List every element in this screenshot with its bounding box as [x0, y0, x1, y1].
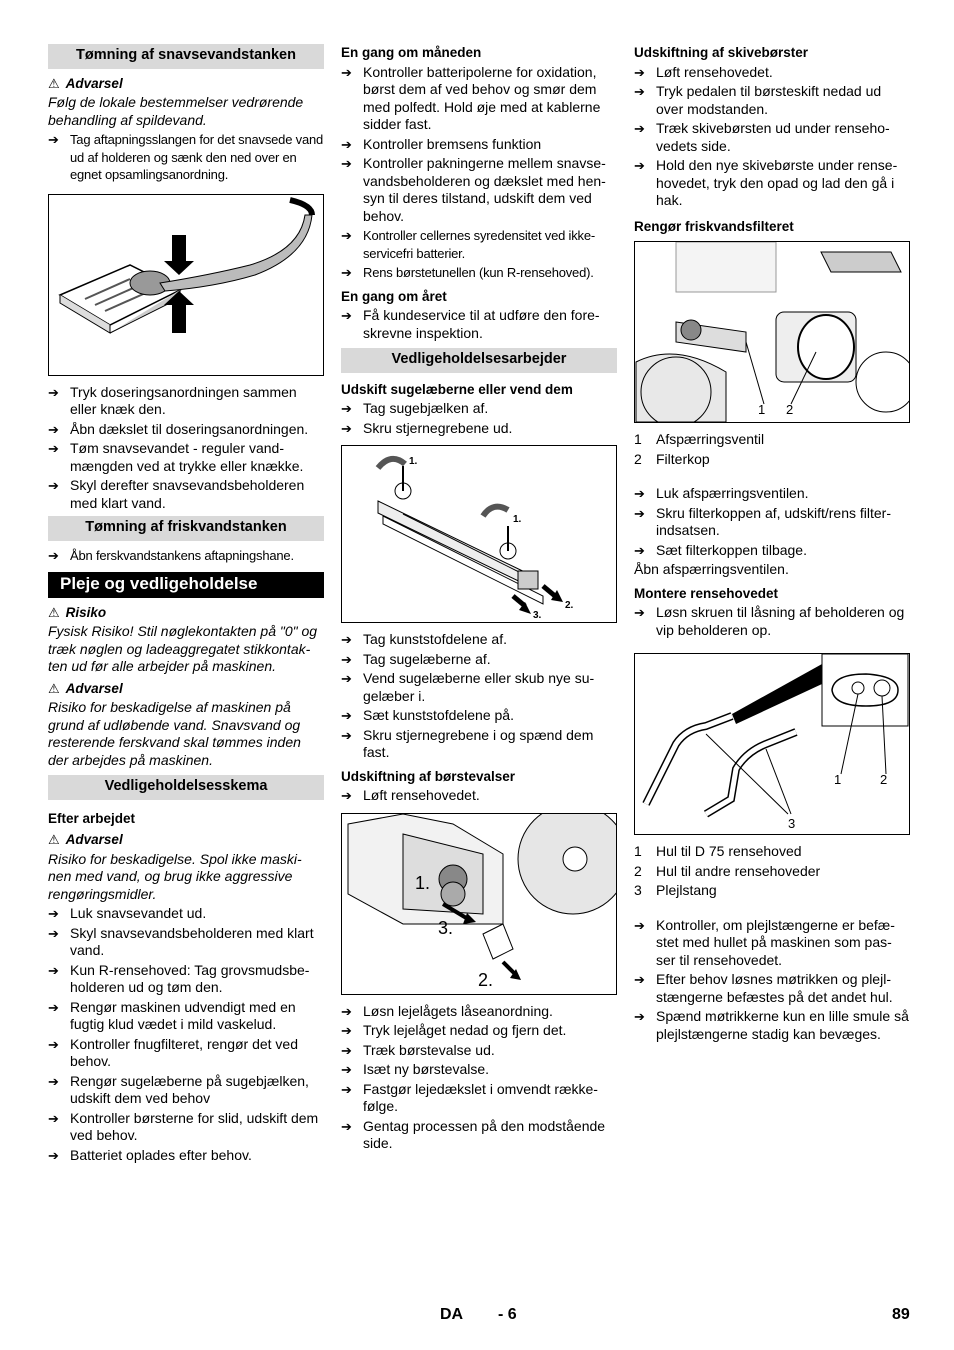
- arrow-icon: ➔: [634, 1009, 645, 1024]
- arrow-icon: ➔: [48, 962, 59, 978]
- warning-text: Risiko for beskadigelse af maskinen på grund af udløbende vand. Snavsvand og resterende ferskvand skal tømmes inden der arbejdes på maskinen.: [48, 699, 301, 768]
- arrow-icon: ➔: [48, 441, 59, 456]
- list-item: ➔ Kontroller batteripolerne for oxidation, børst dem af ved behov og smør dem med polfedt. Hold øje med at kablerne sidder fast.: [341, 63, 601, 132]
- list-item: ➔ Tag kunststofdelene af.: [341, 631, 507, 647]
- list-item: ➔ Batteriet oplades efter behov.: [48, 1146, 252, 1163]
- list-item: ➔ Tryk lejelåget nedad og fjern det.: [341, 1022, 567, 1038]
- filter-after-text: Åbn afspærringsventilen.: [634, 561, 789, 577]
- list-item: ➔ Løsn skruen til låsning af beholderen og vip beholderen op.: [634, 604, 905, 638]
- arrow-icon: ➔: [341, 420, 352, 436]
- list-item: ➔ Løft rensehovedet.: [634, 63, 773, 80]
- filter-illustration: [635, 242, 909, 422]
- arrow-icon: ➔: [341, 64, 352, 80]
- arrow-icon: ➔: [341, 1003, 352, 1019]
- list-item: ➔ Åbn dækslet til doseringsanordningen.: [48, 420, 309, 437]
- arrow-icon: ➔: [48, 132, 59, 147]
- subheading-suction-lips: Udskift sugelæberne eller vend dem: [341, 381, 573, 397]
- arrow-icon: ➔: [341, 136, 352, 152]
- arrow-icon: ➔: [48, 478, 59, 493]
- waste-steps: [48, 384, 324, 513]
- list-item: ➔ Isæt ny børstevalse.: [341, 1061, 490, 1077]
- fig-label: 2.: [478, 969, 494, 990]
- arrow-icon: ➔: [634, 505, 645, 521]
- arrow-icon: ➔: [48, 421, 59, 437]
- subheading-brush-rollers: Udskiftning af børstevalser: [341, 768, 516, 784]
- figure-suction-bar: [341, 445, 617, 623]
- list-item: ➔ Tag sugelæberne af.: [341, 650, 491, 667]
- disc-steps: [634, 64, 910, 210]
- legend-item: 3 Plejlstang: [634, 882, 717, 898]
- arrow-icon: ➔: [341, 1023, 352, 1038]
- list-item: ➔ Luk snavsevandet ud.: [48, 905, 207, 921]
- list-item: ➔ Få kundeservice til at udføre den fore-skrevne inspektion.: [341, 307, 600, 341]
- list-item: ➔ Sæt kunststofdelene på.: [341, 707, 514, 723]
- after-work-steps: [48, 905, 324, 1164]
- list-item: ➔ Løft rensehovedet.: [341, 787, 480, 803]
- fig-label: 1.: [409, 456, 418, 467]
- section-title-care: Pleje og vedligeholdelse: [48, 572, 324, 598]
- list-item: ➔ Luk afspærringsventilen.: [634, 485, 809, 501]
- legend-item: 2 Hul til andre rensehoveder: [634, 862, 821, 879]
- fig-label: 2.: [565, 600, 574, 611]
- arrow-icon: ➔: [48, 1110, 59, 1126]
- arrow-icon: ➔: [341, 671, 352, 686]
- list-item: ➔ Rens børstetunellen (kun R-rensehoved).: [341, 265, 594, 280]
- mount-legend: [634, 843, 910, 900]
- arrow-icon: ➔: [634, 121, 645, 136]
- suction-bar-illustration: [342, 446, 616, 622]
- arrow-icon: ➔: [341, 1118, 352, 1134]
- list-item: ➔ Kontroller bremsens funktion: [341, 135, 542, 152]
- arrow-icon: ➔: [341, 788, 352, 803]
- list-item: ➔ Spænd møtrikkerne kun en lille smule så plejlstængerne stadig kan bevæges.: [634, 1008, 909, 1042]
- subheading-after-work: Efter arbejdet: [48, 810, 136, 826]
- risk-label: ⚠ Risiko: [48, 604, 107, 620]
- mount-steps: [634, 917, 910, 1044]
- warning-label: ⚠ Advarsel: [48, 832, 123, 847]
- warning-text: Risiko for beskadigelse. Spol ikke maski-nen med vand, og brug ikke aggressive rengøringsmidler.: [48, 850, 302, 902]
- list-item: ➔ Kontroller børsterne for slid, udskift dem ved behov.: [48, 1109, 319, 1143]
- list-item: ➔ Tryk doseringsanordningen sammen eller knæk den.: [48, 383, 297, 417]
- list-item: ➔ Løsn lejelågets låseanordning.: [341, 1002, 553, 1019]
- warning-label: ⚠ Advarsel: [48, 75, 123, 91]
- arrow-icon: ➔: [634, 158, 645, 173]
- legend-item: 2 Filterkop: [634, 450, 710, 467]
- fig-label: 2: [786, 402, 794, 417]
- fig-label: 3.: [438, 917, 454, 938]
- lips-steps: [341, 631, 617, 762]
- arrow-icon: ➔: [48, 999, 59, 1015]
- list-item: ➔ Skyl derefter snavsevandsbeholderen med klart vand.: [48, 477, 305, 511]
- arrow-icon: ➔: [634, 486, 645, 501]
- fig-label: 1: [758, 402, 766, 417]
- warning-triangle-icon: ⚠: [48, 75, 60, 91]
- arrow-icon: ➔: [341, 401, 352, 416]
- list-item: ➔ Fastgør lejedækslet i omvendt række-følge.: [341, 1080, 598, 1114]
- arrow-icon: ➔: [48, 1036, 59, 1052]
- list-item: ➔ Åbn ferskvandstankens aftapningshane.: [48, 547, 294, 563]
- subheading-yearly: En gang om året: [341, 288, 447, 304]
- fig-label: 1: [834, 772, 842, 787]
- list-item: ➔ Skru filterkoppen af, udskift/rens filter-indsatsen.: [634, 504, 891, 538]
- list-item: ➔ Kun R-rensehoved: Tag grovsmudsbe-holderen ud og tøm den.: [48, 961, 310, 995]
- arrow-icon: ➔: [341, 632, 352, 647]
- list-item: ➔ Skru stjernegrebene ud.: [341, 419, 513, 436]
- arrow-icon: ➔: [341, 156, 352, 171]
- list-item: ➔ Tøm snavsevandet - reguler vand-mængden ved at trykke eller knække.: [48, 440, 304, 474]
- list-item: ➔ Tryk pedalen til børsteskift nedad ud over modstanden.: [634, 83, 882, 117]
- arrow-icon: ➔: [341, 727, 352, 743]
- list-item: ➔ Kontroller pakningerne mellem snavse-vandsbeholderen og dækslet med hen-syn til deres tilstand, udskift dem ved behov.: [341, 155, 606, 224]
- figure-linkage-rods: [634, 653, 910, 835]
- column-middle: [341, 44, 617, 1155]
- list-item: ➔ Rengør sugelæberne på sugebjælken, udskift dem ved behov: [48, 1072, 309, 1106]
- warning-triangle-icon: ⚠: [48, 832, 60, 847]
- arrow-icon: ➔: [341, 1081, 352, 1097]
- fig-label: 1.: [415, 872, 431, 893]
- arrow-icon: ➔: [341, 651, 352, 667]
- roller-steps: [341, 1003, 617, 1153]
- fig-label: 2: [880, 772, 888, 787]
- heading-schedule: Vedligeholdelsesskema: [48, 775, 324, 800]
- filter-legend: [634, 431, 910, 468]
- arrow-icon: ➔: [634, 917, 645, 933]
- heading-fresh-tank: Tømning af friskvandstanken: [48, 516, 324, 541]
- list-item: ➔ Tag aftapningsslangen for det snavsede vand ud af holderen og sænk den ned over en egnet opsamlingsanordning.: [48, 132, 324, 182]
- list-item: ➔ Vend sugelæberne eller skub nye su-gelæber i.: [341, 670, 595, 704]
- warning-triangle-icon: ⚠: [48, 604, 60, 620]
- arrow-icon: ➔: [48, 1073, 59, 1089]
- arrow-icon: ➔: [634, 605, 645, 620]
- fig-label: 1.: [513, 514, 522, 525]
- subheading-mount-head: Montere rensehovedet: [634, 585, 779, 601]
- list-item: ➔ Kontroller fnugfilteret, rengør det ved behov.: [48, 1035, 299, 1069]
- list-item: ➔ Skyl snavsevandsbeholderen med klart vand.: [48, 924, 314, 958]
- dosing-device-illustration: [49, 195, 323, 375]
- warning-text: Følg de lokale bestemmelser vedrørende behandling af spildevand.: [48, 94, 304, 128]
- arrow-icon: ➔: [634, 972, 645, 987]
- arrow-icon: ➔: [48, 925, 59, 941]
- arrow-icon: ➔: [341, 708, 352, 723]
- list-item: ➔ Træk børstevalse ud.: [341, 1041, 495, 1058]
- figure-brush-roller: [341, 813, 617, 995]
- arrow-icon: ➔: [48, 384, 59, 400]
- arrow-icon: ➔: [634, 64, 645, 80]
- arrow-icon: ➔: [341, 308, 352, 323]
- arrow-icon: ➔: [48, 547, 59, 563]
- list-item: ➔ Rengør maskinen udvendigt med en fugtig klud vædet i mild vaskelud.: [48, 998, 296, 1032]
- arrow-icon: ➔: [341, 1062, 352, 1077]
- column-right: [634, 44, 910, 1045]
- footer-language: DA: [440, 1306, 464, 1323]
- figure-fresh-water-filter: [634, 241, 910, 423]
- list-item: ➔ Kontroller cellernes syredensitet ved ikke-servicefri batterier.: [341, 228, 596, 261]
- list-item: ➔ Sæt filterkoppen tilbage.: [634, 541, 807, 558]
- arrow-icon: ➔: [634, 84, 645, 99]
- warning-triangle-icon: ⚠: [48, 680, 60, 696]
- brush-roller-illustration: [342, 814, 616, 994]
- list-item: ➔ Tag sugebjælken af.: [341, 400, 489, 416]
- warning-label: ⚠ Advarsel: [48, 680, 123, 696]
- list-item: ➔ Træk skivebørsten ud under renseho-vedets side.: [634, 120, 890, 154]
- subheading-fresh-filter: Rengør friskvandsfilteret: [634, 218, 794, 234]
- fig-label: 3: [788, 816, 796, 831]
- arrow-icon: ➔: [634, 542, 645, 558]
- monthly-steps: [341, 64, 617, 282]
- column-left: [48, 44, 324, 1166]
- arrow-icon: ➔: [341, 1042, 352, 1058]
- risk-text: Fysisk Risiko! Stil nøglekontakten på "0" og træk nøglen og ladeaggregatet stikkontak-ten ud før alle arbejder på maskinen.: [48, 623, 318, 674]
- figure-dosing-device: [48, 194, 324, 376]
- arrow-icon: ➔: [341, 265, 352, 280]
- list-item: ➔ Efter behov løsnes møtrikken og plejl-stængerne befæstes på det andet hul.: [634, 971, 893, 1005]
- legend-item: 1 Afspærringsventil: [634, 431, 765, 447]
- list-item: ➔ Hold den nye skivebørste under rense-hovedet, tryk den opad og lad den gå i hak.: [634, 157, 898, 208]
- fig-label: 3.: [533, 610, 542, 621]
- subheading-disc-brushes: Udskiftning af skivebørster: [634, 45, 809, 60]
- arrow-icon: ➔: [48, 1147, 59, 1163]
- subheading-monthly: En gang om måneden: [341, 45, 482, 60]
- filter-steps: [634, 485, 910, 559]
- heading-waste-tank: Tømning af snavsevandstanken: [48, 44, 324, 69]
- arrow-icon: ➔: [48, 906, 59, 921]
- linkage-rods-illustration: [635, 654, 909, 834]
- footer-page-number: 89: [892, 1306, 910, 1323]
- list-item: ➔ Skru stjernegrebene i og spænd dem fast.: [341, 726, 594, 760]
- arrow-icon: ➔: [341, 228, 352, 243]
- heading-maintenance-work: Vedligeholdelsesarbejder: [341, 348, 617, 373]
- footer-section-page: - 6: [498, 1306, 517, 1323]
- list-item: ➔ Kontroller, om plejlstængerne er befæ-stet med hullet på maskinen som pas-ser til rensehovedet.: [634, 916, 895, 968]
- legend-item: 1 Hul til D 75 rensehoved: [634, 843, 802, 859]
- list-item: ➔ Gentag processen på den modstående side.: [341, 1117, 606, 1151]
